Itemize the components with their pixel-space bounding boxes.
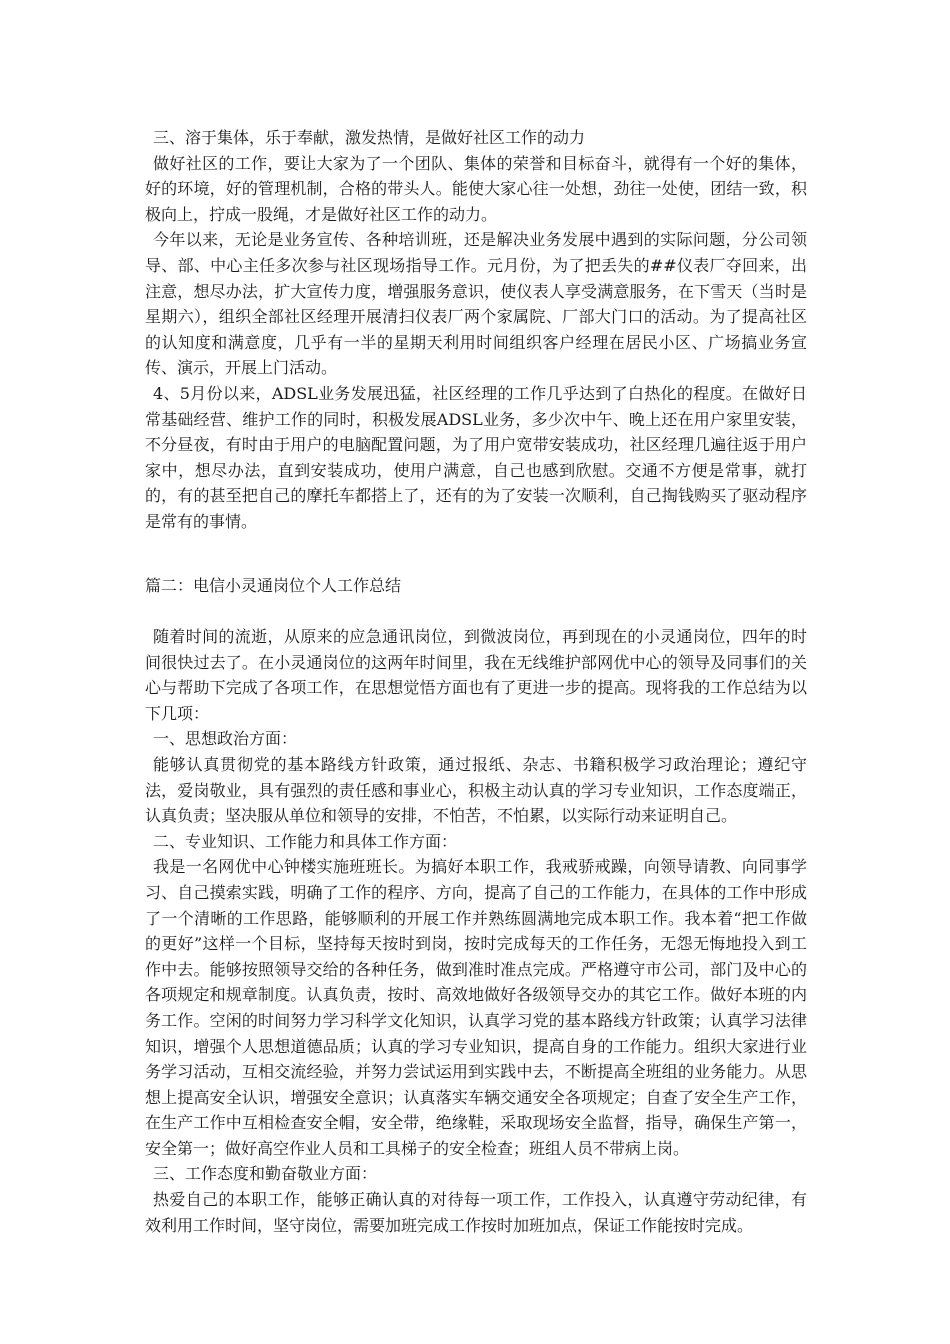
section-three-block bbox=[145, 125, 807, 535]
article-two-title-block bbox=[145, 573, 807, 599]
article-two-paragraph-3: 热爱自己的本职工作，能够正确认真的对待每一项工作，工作投入，认真遵守劳动纪律，有效利用工作时间，坚守岗位，需要加班完成工作按时加班加点，保证工作能按时完成。 bbox=[145, 1190, 807, 1235]
article-two-heading-1: 一、思想政治方面： bbox=[153, 729, 298, 749]
article-two-heading-2: 二、专业知识、工作能力和具体工作方面： bbox=[153, 831, 458, 851]
section-three-paragraph-1: 做好社区的工作，要让大家为了一个团队、集体的荣誉和目标奋斗，就得有一个好的集体，好的环境，好的管理机制，合格的带头人。能使大家心往一处想，劲往一处使，团结一致，积极向上，拧成一股绳，才是做好社区工作的动力。 bbox=[145, 153, 807, 224]
section-three-paragraph-2: 今年以来，无论是业务宣传、各种培训班，还是解决业务发展中遇到的实际问题，分公司领导、部、中心主任多次参与社区现场指导工作。元月份，为了把丢失的##仪表厂夺回来，出注意，想尽办法，扩大宣传力度，增强服务意识，使仪表人享受满意服务，在下雪天（当时是星期六），组织全部社区经理开展清扫仪表厂两个家属院、厂部大门口的活动。为了提高社区的认知度和满意度，几乎有一半的星期天利用时间组织客户经理在居民小区、广场搞业务宣传、演示，开展上门活动。 bbox=[145, 230, 807, 378]
article-two-paragraph-2: 我是一名网优中心钟楼实施班班长。为搞好本职工作，我戒骄戒躁，向领导请教、向同事学习、自己摸索实践，明确了工作的程序、方向，提高了自己的工作能力，在具体的工作中形成了一个清晰的工作思路，能够顺利的开展工作并熟练圆满地完成本职工作。我本着“把工作做的更好”这样一个目标，坚持每天按时到岗，按时完成每天的工作任务，无怨无悔地投入到工作中去。能够按照领导交给的各种任务，做到准时准点完成。严格遵守市公司，部门及中心的各项规定和规章制度。认真负责，按时、高效地做好各级领导交办的其它工作。做好本班的内务工作。空闲的时间努力学习科学文化知识，认真学习党的基本路线方针政策；认真学习法律知识，增强个人思想道德品质；认真的学习专业知识，提高自身的工作能力。组织大家进行业务学习活动，互相交流经验，并努力尝试运用到实践中去，不断提高全班组的业务能力。从思想上提高安全认识，增强安全意识；认真落实车辆交通安全各项规定；自查了安全生产工作，在生产工作中互相检查安全帽，安全带，绝缘鞋，采取现场安全监督，指导，确保生产第一，安全第一；做好高空作业人员和工具梯子的安全检查；班组人员不带病上岗。 bbox=[145, 857, 807, 1158]
article-two-heading-3: 三、工作态度和勤奋敬业方面： bbox=[153, 1164, 378, 1184]
section-three-paragraph-3: 4、5月份以来，ADSL业务发展迅猛，社区经理的工作几乎达到了白热化的程度。在做好日常基础经营、维护工作的同时，积极发展ADSL业务，多少次中午、晚上还在用户家里安装，不分昼夜，有时由于用户的电脑配置问题，为了用户宽带安装成功，社区经理几遍往返于用户家中，想尽办法，直到安装成功，使用户满意，自己也感到欣慰。交通不方便是常事，就打的，有的甚至把自己的摩托车都搭上了，还有的为了安装一次顺利，自己掏钱购买了驱动程序是常有的事情。 bbox=[145, 383, 807, 531]
article-two-paragraph-1: 能够认真贯彻党的基本路线方针政策，通过报纸、杂志、书籍积极学习政治理论；遵纪守法，爱岗敬业，具有强烈的责任感和事业心，积极主动认真的学习专业知识，工作态度端正，认真负责；坚决服从单位和领导的安排，不怕苦，不怕累，以实际行动来证明自己。 bbox=[145, 754, 807, 826]
section-three-heading: 三、溶于集体，乐于奉献，激发热情，是做好社区工作的动力 bbox=[153, 128, 586, 147]
article-two-title: 篇二：电信小灵通岗位个人工作总结 bbox=[145, 576, 402, 595]
article-two-intro: 随着时间的流逝，从原来的应急通讯岗位，到微波岗位，再到现在的小灵通岗位，四年的时间很快过去了。在小灵通岗位的这两年时间里，我在无线维护部网优中心的领导及同事们的关心与帮助下完成了各项工作，在思想觉悟方面也有了更进一步的提高。现将我的工作总结为以下几项： bbox=[145, 627, 807, 723]
article-two-body bbox=[145, 624, 807, 1238]
